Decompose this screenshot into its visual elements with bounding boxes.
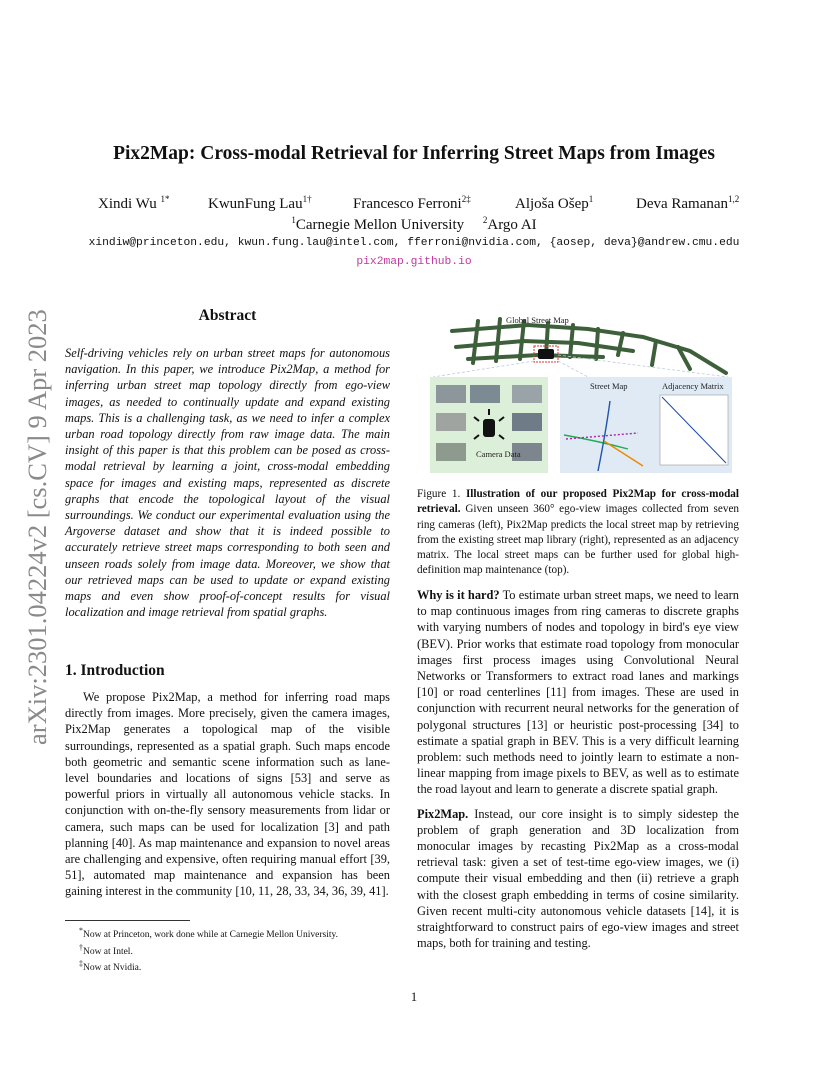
pix2map-paragraph: Pix2Map. Instead, our core insight is to simply sidestep the problem of graph generation and 3D localization from monocular images by recasting Pix2Map as a cross-modal retrieval task: given a set of test-time ego-view images, we (i) compute their visual embedding and then (ii) retrieve a graph with the closest graph embedding in terms of cosine similarity. Given recent multi-city autonomous vehicle datasets [14], it is straightforward to construct pairs of ego-view images and street maps, both for training and testing. bbox=[417, 806, 739, 951]
figure-1 bbox=[428, 311, 736, 477]
caption-title: Illustration of our proposed Pix2Map for cross-modal retrieval. bbox=[417, 488, 740, 516]
project-website-link[interactable]: pix2map.github.io bbox=[356, 256, 472, 268]
street-map-label: Street Map bbox=[590, 381, 628, 391]
author-5: Deva Ramanan$^{1,2}$ bbox=[636, 194, 740, 212]
global-street-map bbox=[452, 319, 726, 373]
figure-1-illustration bbox=[428, 311, 736, 477]
intro-heading: 1. Introduction bbox=[65, 662, 165, 679]
paper-title: Pix2Map: Cross-modal Retrieval for Inferring Street Maps from Images bbox=[113, 143, 715, 164]
abstract-text: Self-driving vehicles rely on urban street maps for autonomous navigation. In this paper, we introduce Pix2Map, a method for inferring urban street map topology directly from ego-view images, as needed to continually update and expand existing maps. This is a challenging task, as we need to infer a complex urban road topology directly from raw image data. The main insight of this paper is that this problem can be posed as cross-modal retrieval by learning a joint, cross-modal embedding space for images and existing maps, represented as discrete graphs that encode the topological layout of the visual surroundings. We conduct our experimental evaluation using the Argoverse dataset and show that it is indeed possible to accurately retrieve street maps corresponding to both seen and unseen roads solely from image data. Moreover, we show that our retrieved maps can be used to update or expand existing maps and even show proof-of-concept results for visual localization and image retrieval from spatial graphs. bbox=[65, 346, 390, 620]
why-hard-paragraph: Why is it hard? To estimate urban street maps, we need to learn to map continuous images from ring cameras to discrete graphs with varying numbers of nodes and topology in bird's eye view (BEV). Prior works that estimate road topology from monocular images first process images using Convolutional Neural Networks or Transformers to extract road lanes and markings [10] or road centerlines [11] from images. These are used in conjunction with recurrent neural networks for the generation of polygonal structures [13] or heuristic post-processing [34] to estimate a spatial graph in BEV. This is a very difficult learning problem: such methods need to jointly learn to estimate a non-linear mapping from image pixels to BEV, as well as to estimate the road layout and learn to generate a discrete spatial graph. bbox=[417, 588, 739, 797]
author-2: KwunFung Lau$^{1\dagger}$ bbox=[208, 194, 312, 212]
author-emails: xindiw@princeton.edu, kwun.fung.lau@intel.com, fferroni@nvidia.com, {aosep, deva}@andrew.cmu.edu bbox=[88, 237, 740, 249]
why-hard-heading: Why is it hard? bbox=[417, 588, 500, 602]
footnotes bbox=[65, 925, 390, 975]
footnote-2: †Now at Intel. bbox=[79, 942, 133, 957]
adjacency-matrix-label: Adjacency Matrix bbox=[662, 381, 724, 391]
author-4: Aljoša Ošep$^1$ bbox=[515, 194, 594, 212]
arxiv-stamp bbox=[19, 290, 55, 745]
author-1: Xindi Wu $^{1*}$ bbox=[98, 194, 170, 212]
figure-1-caption bbox=[417, 487, 739, 579]
vehicle-icon bbox=[538, 349, 554, 359]
footnote-3: ‡Now at Nvidia. bbox=[79, 959, 142, 974]
abstract-heading: Abstract bbox=[198, 307, 257, 324]
intro-section bbox=[65, 689, 390, 900]
page-number: 1 bbox=[410, 990, 418, 1004]
pix2map-heading: Pix2Map. bbox=[417, 806, 469, 821]
global-street-map-label: Global Street Map bbox=[506, 315, 569, 325]
affiliations: $^1$Carnegie Mellon University $^2$Argo AI bbox=[291, 215, 537, 233]
camera-data-label: Camera Data bbox=[476, 449, 521, 459]
arxiv-stamp-text: arXiv:2301.04224v2 [cs.CV] 9 Apr 2023 bbox=[22, 309, 52, 745]
footnote-rule bbox=[65, 920, 190, 921]
intro-paragraph: We propose Pix2Map, a method for inferring road maps directly from images. More precisely, given the camera images, Pix2Map generates a topological map of the visible surroundings, represented as a spatial graph. Such maps encode both geometric and semantic scene information such as lane-level boundaries and locations of signs [53] and serve as powerful priors in virtually all autonomous vehicle stacks. In conjunction with on-the-fly sensory measurements from lidar or camera, such maps can be used for localization [3] and path planning [40]. As map maintenance and expansion to novel areas are challenging and expensive, often requiring manual effort [39, 51], automated map maintenance and expansion has been gaining interest in the community [10, 11, 28, 33, 34, 36, 39, 41]. bbox=[65, 690, 390, 899]
right-column-sections bbox=[417, 587, 739, 951]
caption-body: Given unseen 360° ego-view images collected from seven ring cameras (left), Pix2Map predicts the local street map by retrieving from the existing street map library (right), represented as an adjacency matrix. The local street maps can be further used for global high-definition map maintenance (top). bbox=[417, 503, 739, 577]
caption-label: Figure 1. bbox=[417, 488, 461, 500]
footnote-1: *Now at Princeton, work done while at Carnegie Mellon University. bbox=[79, 926, 338, 941]
car-icon bbox=[483, 419, 495, 437]
author-3: Francesco Ferroni$^{2\ddagger}$ bbox=[353, 194, 471, 212]
